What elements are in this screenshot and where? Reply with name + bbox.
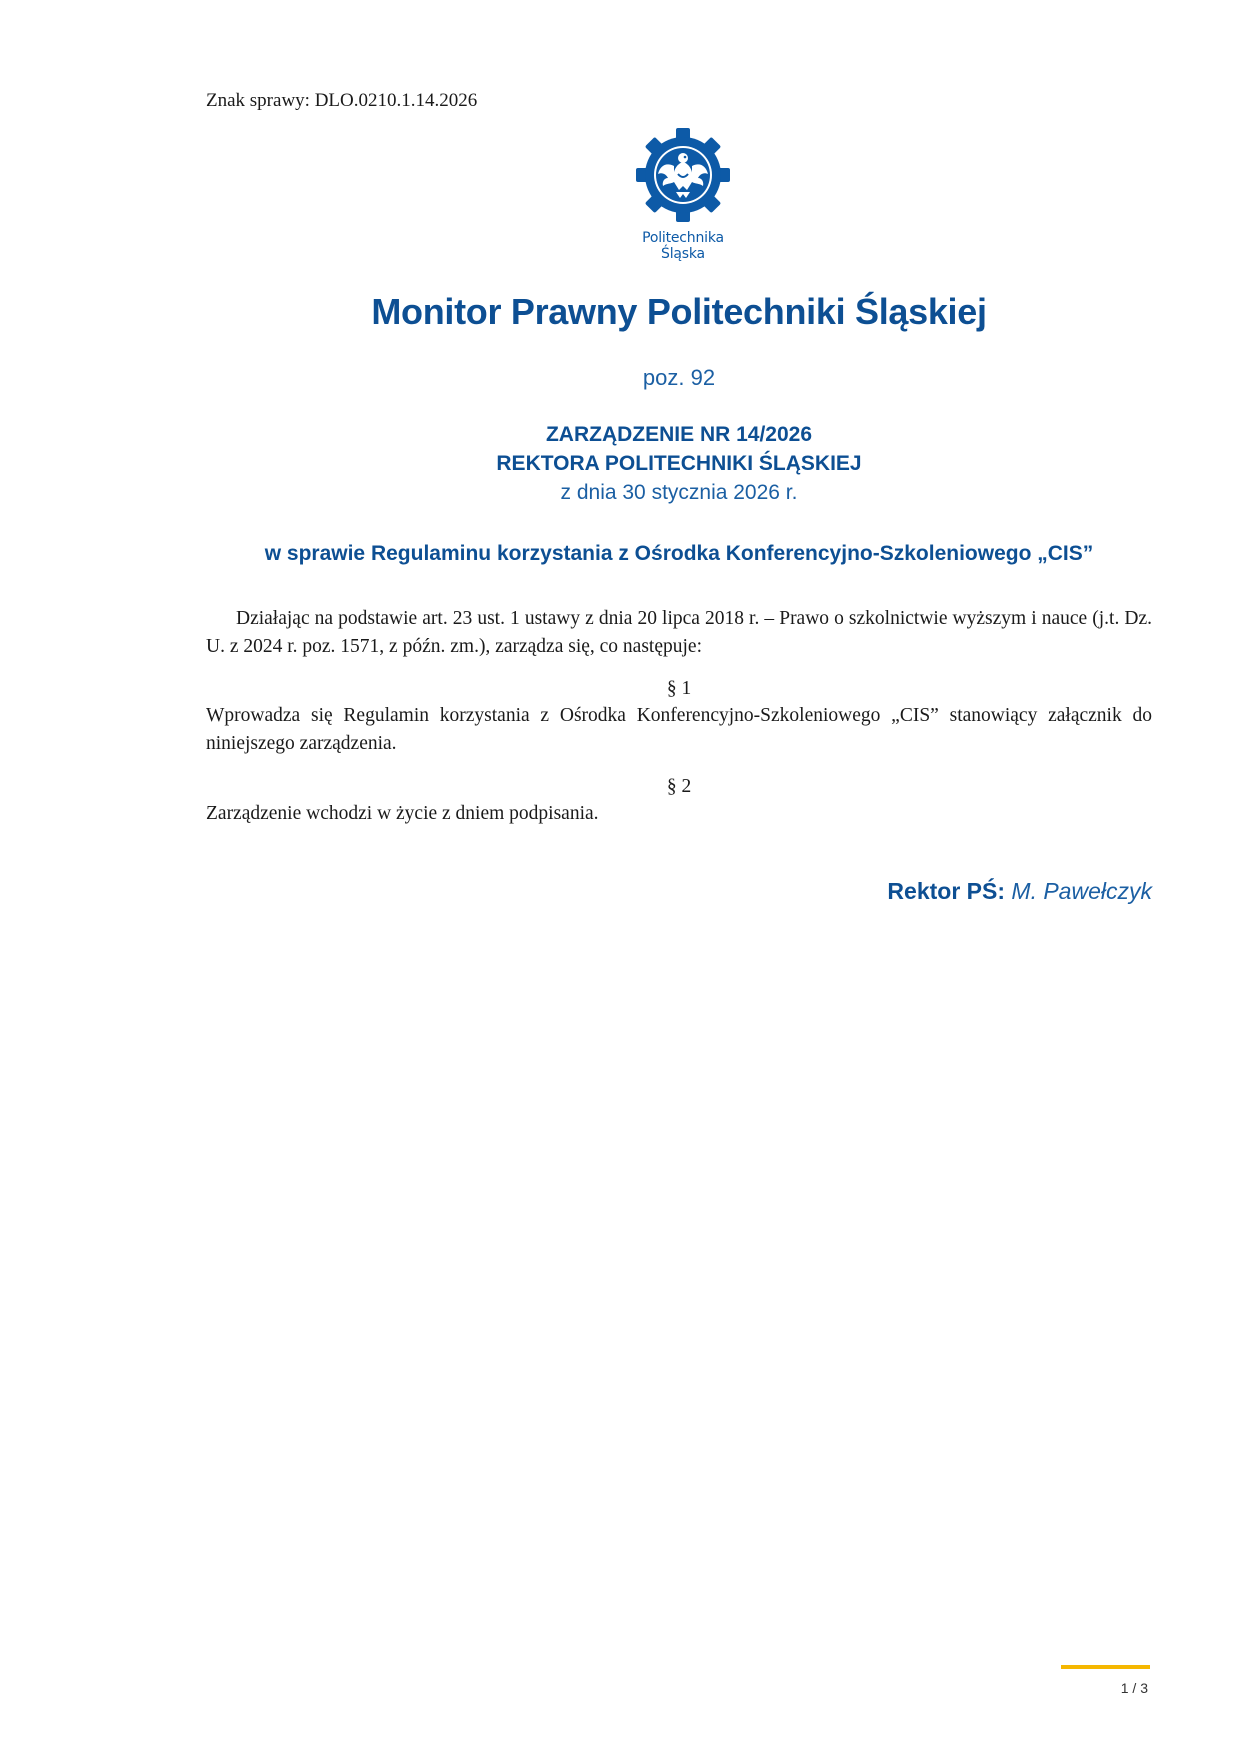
- logo-text-line2: Śląska: [661, 246, 705, 262]
- order-issuer: REKTORA POLITECHNIKI ŚLĄSKIEJ: [496, 452, 862, 475]
- page-number: 1 / 3: [1120, 1680, 1148, 1696]
- paragraph-2-text: Zarządzenie wchodzi w życie z dniem podpisania.: [206, 803, 599, 824]
- intro-paragraph: Działając na podstawie art. 23 ust. 1 ustawy z dnia 20 lipca 2018 r. – Prawo o szkolnictwie wyższym i nauce (j.t. Dz. U. z 2024 r. poz. 1571, z późn. zm.), zarządza się, co następuje:: [206, 608, 1152, 657]
- signature-label: Rektor PŚ:: [887, 878, 1006, 904]
- footer-accent-line: [1061, 1665, 1150, 1669]
- case-number: Znak sprawy: DLO.0210.1.14.2026: [206, 90, 478, 111]
- order-subject: w sprawie Regulaminu korzystania z Ośrodka Konferencyjno-Szkoleniowego „CIS”: [264, 542, 1094, 565]
- signature-block: [887, 876, 1152, 906]
- order-date: z dnia 30 stycznia 2026 r.: [560, 481, 798, 504]
- position-number: poz. 92: [642, 365, 716, 390]
- paragraph-1-text: Wprowadza się Regulamin korzystania z Ośrodka Konferencyjno-Szkoleniowego „CIS” stanowiący załącznik do niniejszego zarządzenia.: [206, 705, 1152, 754]
- monitor-title: Monitor Prawny Politechniki Śląskiej: [371, 291, 987, 332]
- paragraph-1-mark: § 1: [666, 678, 692, 699]
- logo-text-line1: Politechnika: [642, 230, 724, 246]
- paragraph-2-mark: § 2: [666, 776, 692, 797]
- university-logo: [608, 128, 758, 262]
- signature-name: M. Pawełczyk: [1011, 878, 1152, 904]
- order-number: ZARZĄDZENIE NR 14/2026: [545, 423, 813, 446]
- eagle-gear-emblem-icon: [636, 128, 730, 222]
- order-heading: [206, 420, 1152, 507]
